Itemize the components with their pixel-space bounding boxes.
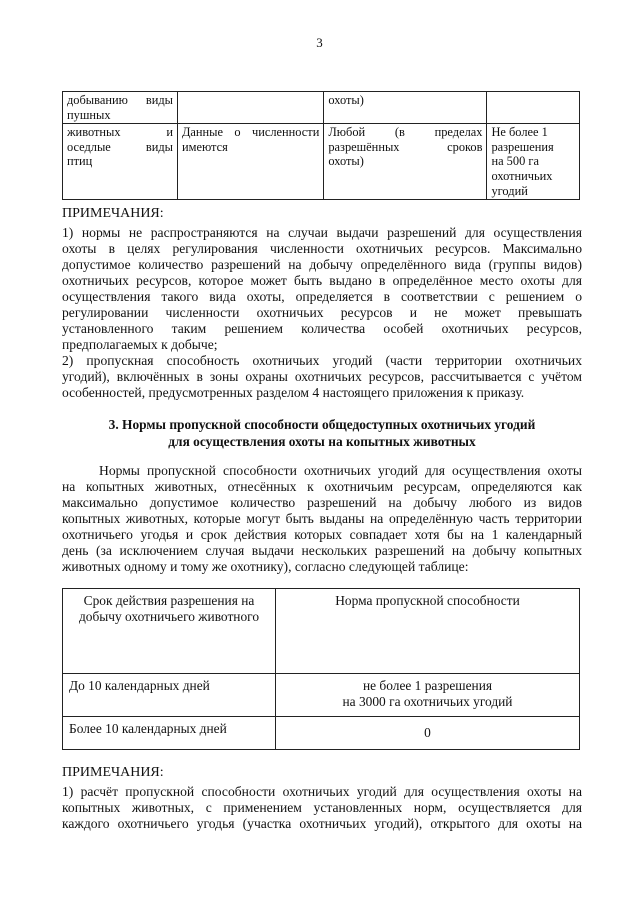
text-line: охотничьих ресурсов, которое может быть выдано в определённое место охоты для bbox=[62, 273, 582, 288]
text-line: 2) пропускная способность охотничьих угодий (части территории охотничьих bbox=[62, 353, 582, 368]
table-header-cell bbox=[63, 589, 276, 674]
table-cell bbox=[276, 674, 580, 717]
notes-heading: ПРИМЕЧАНИЯ: bbox=[62, 765, 164, 780]
text-line: каждого охотничьего угодья (участка охотничьих угодий), открытого для охоты на bbox=[62, 816, 582, 831]
text-line: животных одному и тому же охотнику), согласно следующей таблице: bbox=[62, 559, 469, 574]
text-line: день (за исключением случая выдачи нескольких разрешений на добычу копытных bbox=[62, 543, 582, 558]
table-row bbox=[63, 124, 580, 200]
text-line: осуществления такого вида охоты, определяется в соответствии с решением о bbox=[62, 289, 582, 304]
note-paragraph bbox=[62, 353, 582, 401]
table-cell bbox=[177, 124, 323, 200]
table-cell: До 10 календарных дней bbox=[63, 674, 276, 717]
cell-line: не более 1 разрешения bbox=[362, 678, 493, 693]
cell-line: разрешения bbox=[491, 139, 554, 154]
cell-line: угодий bbox=[491, 183, 528, 198]
notes-block bbox=[62, 225, 582, 401]
table-cell bbox=[63, 124, 178, 200]
note-paragraph bbox=[62, 225, 582, 353]
text-line: угодий), включённых в зоны охраны охотничьих ресурсов, рассчитывается с учётом bbox=[62, 369, 582, 384]
title-line: 3. Нормы пропускной способности общедоступных охотничьих угодий bbox=[108, 417, 536, 432]
cell-text: охоты) bbox=[328, 93, 364, 107]
table-header-row bbox=[63, 589, 580, 674]
text-line: на копытных животных, отнесённых к охотничьим ресурсам, определяются как bbox=[62, 479, 582, 494]
text-line: регулировании численности охотничьих ресурсов и не может превышать bbox=[62, 305, 582, 320]
table-cell bbox=[177, 92, 323, 124]
cell-line: оседлые виды bbox=[67, 139, 173, 154]
table-header-cell: Норма пропускной способности bbox=[276, 589, 580, 674]
cell-line: пушных bbox=[67, 107, 111, 122]
cell-line: разрешённых сроков bbox=[328, 139, 483, 154]
text-line: особенностей, предусмотренных разделом 4 настоящего приложения к приказу. bbox=[62, 385, 525, 400]
cell-line: птиц bbox=[67, 154, 93, 169]
cell-text: Данные о численности имеются bbox=[181, 125, 320, 154]
table-row bbox=[63, 674, 580, 717]
table-row bbox=[63, 717, 580, 750]
text-line: максимально допустимое количество разрешений на добычу любого из видов bbox=[62, 495, 582, 510]
table-cell: 0 bbox=[276, 717, 580, 750]
text-line: установленного таким решением количества особей охотничьих ресурсов, bbox=[62, 321, 582, 336]
section-paragraph bbox=[62, 463, 582, 575]
table-cell bbox=[324, 92, 487, 124]
cell-line: добыванию виды bbox=[67, 93, 173, 107]
text-line: допустимое количество разрешений на добычу определённого вида (группы видов) bbox=[62, 257, 582, 272]
cell-line: Любой (в пределах bbox=[328, 125, 483, 140]
cell-line: животных и bbox=[67, 125, 173, 140]
text-line: 1) расчёт пропускной способности охотничьих угодий для осуществления охоты на bbox=[62, 784, 582, 799]
text-line: копытных животных, которые могут быть выданы на определённую часть территории bbox=[62, 511, 582, 526]
cell-line: на 500 га bbox=[491, 154, 539, 169]
title-line: для осуществления охоты на копытных животных bbox=[168, 434, 476, 449]
text-line: копытных животных, с применением установленных норм, осуществляется для bbox=[62, 800, 582, 815]
cell-line: Не более 1 bbox=[491, 125, 548, 140]
notes-heading: ПРИМЕЧАНИЯ: bbox=[62, 206, 164, 221]
text-line: охотничьего угодья и срок действия которых совпадает хотя бы на 1 календарный bbox=[62, 527, 582, 542]
cell-line: на 3000 га охотничьих угодий bbox=[342, 694, 513, 709]
table-cell bbox=[487, 92, 580, 124]
text-line: Нормы пропускной способности охотничьих угодий для осуществления охоты bbox=[99, 463, 582, 478]
header-line: добычу охотничьего животного bbox=[78, 609, 260, 624]
table-row bbox=[63, 92, 580, 124]
section-title bbox=[62, 416, 582, 450]
text-line: 1) нормы не распространяются на случаи выдачи разрешений для осуществления bbox=[62, 225, 582, 240]
capacity-norms-table bbox=[62, 588, 580, 750]
table-cell bbox=[63, 92, 178, 124]
hunting-norms-table-continued bbox=[62, 91, 580, 200]
notes-block bbox=[62, 784, 582, 832]
table-cell: Более 10 календарных дней bbox=[63, 717, 276, 750]
text-line: охоты в целях регулирования численности охотничьих ресурсов. Максимально bbox=[62, 241, 582, 256]
header-line: Срок действия разрешения на bbox=[83, 593, 255, 608]
cell-line: охотничьих bbox=[491, 168, 553, 183]
text-line: предполагаемых к добыче; bbox=[62, 337, 218, 352]
page-number: 3 bbox=[316, 35, 323, 50]
cell-line: охоты) bbox=[328, 154, 364, 169]
table-cell bbox=[487, 124, 580, 200]
table-cell bbox=[324, 124, 487, 200]
